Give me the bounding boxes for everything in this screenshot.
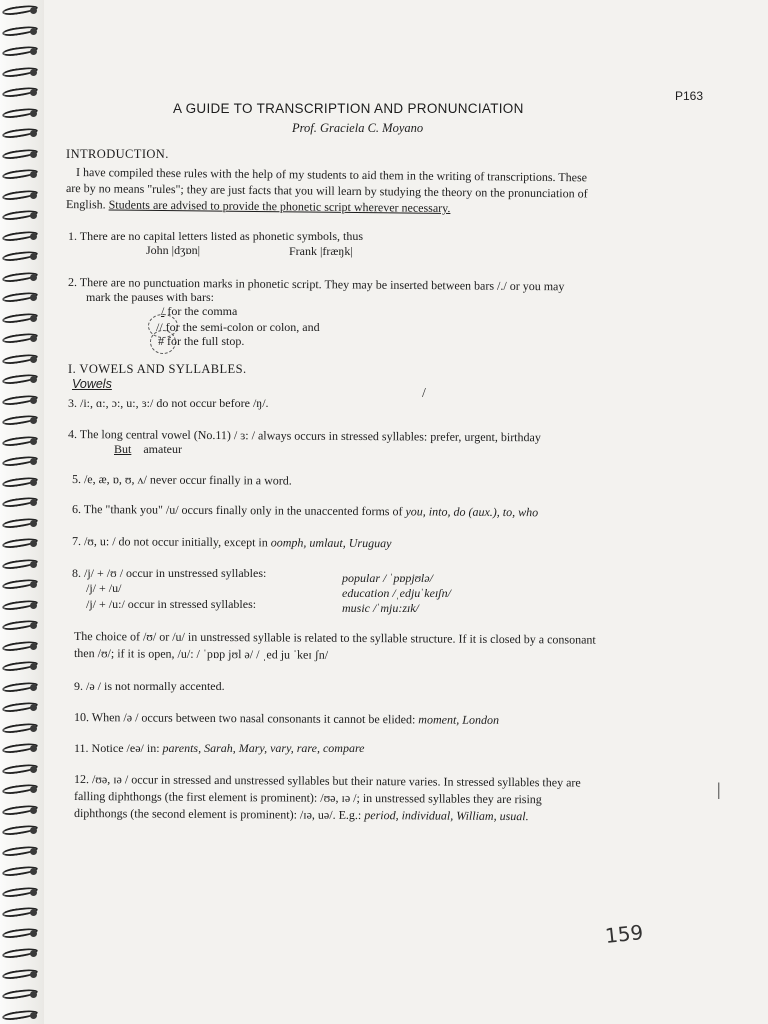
binding-hole [30,704,37,711]
rule-8-line-1: 8. /j/ + /ʊ / occur in unstressed syllables: [72,566,267,580]
binding-hole [30,28,37,35]
pause-mark-label: for the comma [167,304,238,318]
pause-mark-symbol: / [161,304,165,318]
binding-hole [30,48,37,55]
rule-11 [74,741,365,756]
binding-hole [30,622,37,629]
rule-4-line-2 [114,442,182,457]
rule-1-example-frank: Frank |fræŋk| [289,244,353,258]
pencil-mark: / [422,386,426,401]
rule-8-example-music: music /ˈmju:zɪk/ [342,601,419,615]
example-amateur: amateur [143,442,182,456]
document-title: A GUIDE TO TRANSCRIPTION AND PRONUNCIATION [173,101,524,116]
binding-hole [30,602,37,609]
intro-heading: INTRODUCTION. [66,147,169,161]
binding-hole [30,786,37,793]
pause-mark-label: for the full stop. [167,334,245,348]
rule-10-text: 10. When /ə / occurs between two nasal consonants it cannot be elided: [73,710,416,727]
rule-8-example-education: education /ˌedjuˈkeɪʃn/ [342,586,451,600]
pause-mark-fullstop [158,334,244,349]
rule-1-example-john: John |dʒɒn| [146,243,201,257]
rule-10-examples: moment, London [418,712,500,727]
binding-hole [30,684,37,691]
spiral-binding [0,0,44,1024]
binding-hole [30,725,37,732]
binding-hole [30,212,37,219]
rule-8-line-2: /j/ + /u/ [86,581,122,595]
binding-hole [30,397,37,404]
binding-hole [30,69,37,76]
pause-mark-symbol: # [158,334,164,348]
binding-hole [30,274,37,281]
pause-mark-semicolon [156,320,320,335]
rule-8-example-popular: popular / ˈpɒpjʊlə/ [342,571,433,585]
binding-hole [30,868,37,875]
rule-2-line-1: 2. There are no punctuation marks in phonetic script. They may be inserted between bars /./ or you may [67,275,565,294]
rule-1: 1. There are no capital letters listed as phonetic symbols, thus [68,229,364,243]
binding-hole [30,930,37,937]
binding-hole [30,356,37,363]
binding-hole [30,253,37,260]
rule-11-text: 11. Notice /eə/ in: [74,741,160,755]
rule-11-examples: parents, Sarah, Mary, vary, rare, compare [162,741,365,755]
subheading-vowels: Vowels [72,377,112,391]
binding-hole [30,909,37,916]
binding-hole [30,520,37,527]
intro-line-3-text: English. [65,197,106,212]
rule-12-text: diphthongs (the second element is prominent): /ɪə, uə/. E.g.: [73,806,362,823]
binding-hole [30,233,37,240]
intro-advice: Students are advised to provide the phonetic script wherever necessary. [108,197,451,216]
pause-mark-label: for the semi-colon or colon, and [165,320,320,334]
document-page [44,0,768,1024]
rule-4-line-1: 4. The long central vowel (No.11) / ɜ: / always occurs in stressed syllables: prefer, urgent, birthday [67,427,541,445]
page-code: P163 [675,89,704,103]
binding-hole [30,581,37,588]
binding-hole [30,171,37,178]
rule-9: 9. /ə / is not normally accented. [74,679,225,693]
section-heading-vowels-syllables: I. VOWELS AND SYLLABLES. [68,362,247,376]
binding-hole [30,1012,37,1019]
binding-hole [30,499,37,506]
binding-hole [30,663,37,670]
rule-10 [74,710,499,728]
binding-hole [30,192,37,199]
binding-hole [30,479,37,486]
author: Prof. Graciela C. Moyano [292,121,424,135]
binding-hole [30,745,37,752]
intro-line-2: are by no means "rules"; they are just facts that you will learn by studying the theory on the pronunciation of [65,181,588,201]
pause-mark-symbol: // [156,320,163,334]
binding-hole [30,971,37,978]
rule-6 [72,502,538,520]
rule-12-examples: period, individual, William, usual. [364,808,529,824]
rule-8-line-3: /j/ + /u:/ occur in stressed syllables: [86,597,257,611]
binding-hole [30,376,37,383]
binding-hole [30,540,37,547]
binding-hole [30,294,37,301]
rule-6-text: 6. The "thank you" /u/ occurs finally only in the unaccented forms of [71,502,403,519]
choice-line-1: The choice of /ʊ/ or /u/ in unstressed syllable is related to the syllable structure. If it is closed by a consonant [73,629,596,647]
rule-5: 5. /e, æ, ɒ, ʊ, ʌ/ never occur finally in a word. [71,472,292,488]
binding-hole [30,315,37,322]
but-label: But [114,442,132,456]
binding-hole [30,438,37,445]
binding-hole [30,950,37,957]
binding-hole [30,89,37,96]
binding-hole [30,848,37,855]
binding-hole [30,807,37,814]
handwritten-page-number: 159 [603,920,645,948]
binding-hole [30,766,37,773]
rule-12-line-3 [74,806,529,824]
choice-line-2: then /ʊ/; if it is open, /u/: / ˈpɒp jʊl ə/ / ˌed ju ˈkeɪ ʃn/ [73,646,329,662]
binding-hole [30,7,37,14]
binding-hole [30,561,37,568]
binding-hole [30,335,37,342]
intro-line-3 [66,197,451,216]
binding-hole [30,643,37,650]
intro-line-1: I have compiled these rules with the help of my students to aid them in the writing of transcriptions. These [75,165,588,185]
binding-hole [30,458,37,465]
rule-12-line-1: 12. /ʊə, ɪə / occur in stressed and unstressed syllables but their nature varies. In stressed syllables they are [73,772,581,790]
binding-hole [30,130,37,137]
binding-hole [30,110,37,117]
binding-hole [30,991,37,998]
binding-hole [30,417,37,424]
rule-2-line-2: mark the pauses with bars: [86,290,214,304]
binding-hole [30,151,37,158]
rule-7 [72,534,392,551]
rule-7-examples: oomph, umlaut, Uruguay [270,535,392,551]
rule-3: 3. /i:, ɑ:, ɔ:, u:, ɜ:/ do not occur before /ŋ/. [68,396,269,410]
binding-hole [30,827,37,834]
rule-12-line-2: falling diphthongs (the first element is prominent): /ʊə, ɪə /; in unstressed syllables they are rising [73,789,542,807]
pencil-bracket-mark: | [717,779,721,799]
binding-hole [30,889,37,896]
rule-7-text: 7. /ʊ, u: / do not occur initially, except in [71,534,268,550]
rule-6-examples: you, into, do (aux.), to, who [405,504,539,520]
